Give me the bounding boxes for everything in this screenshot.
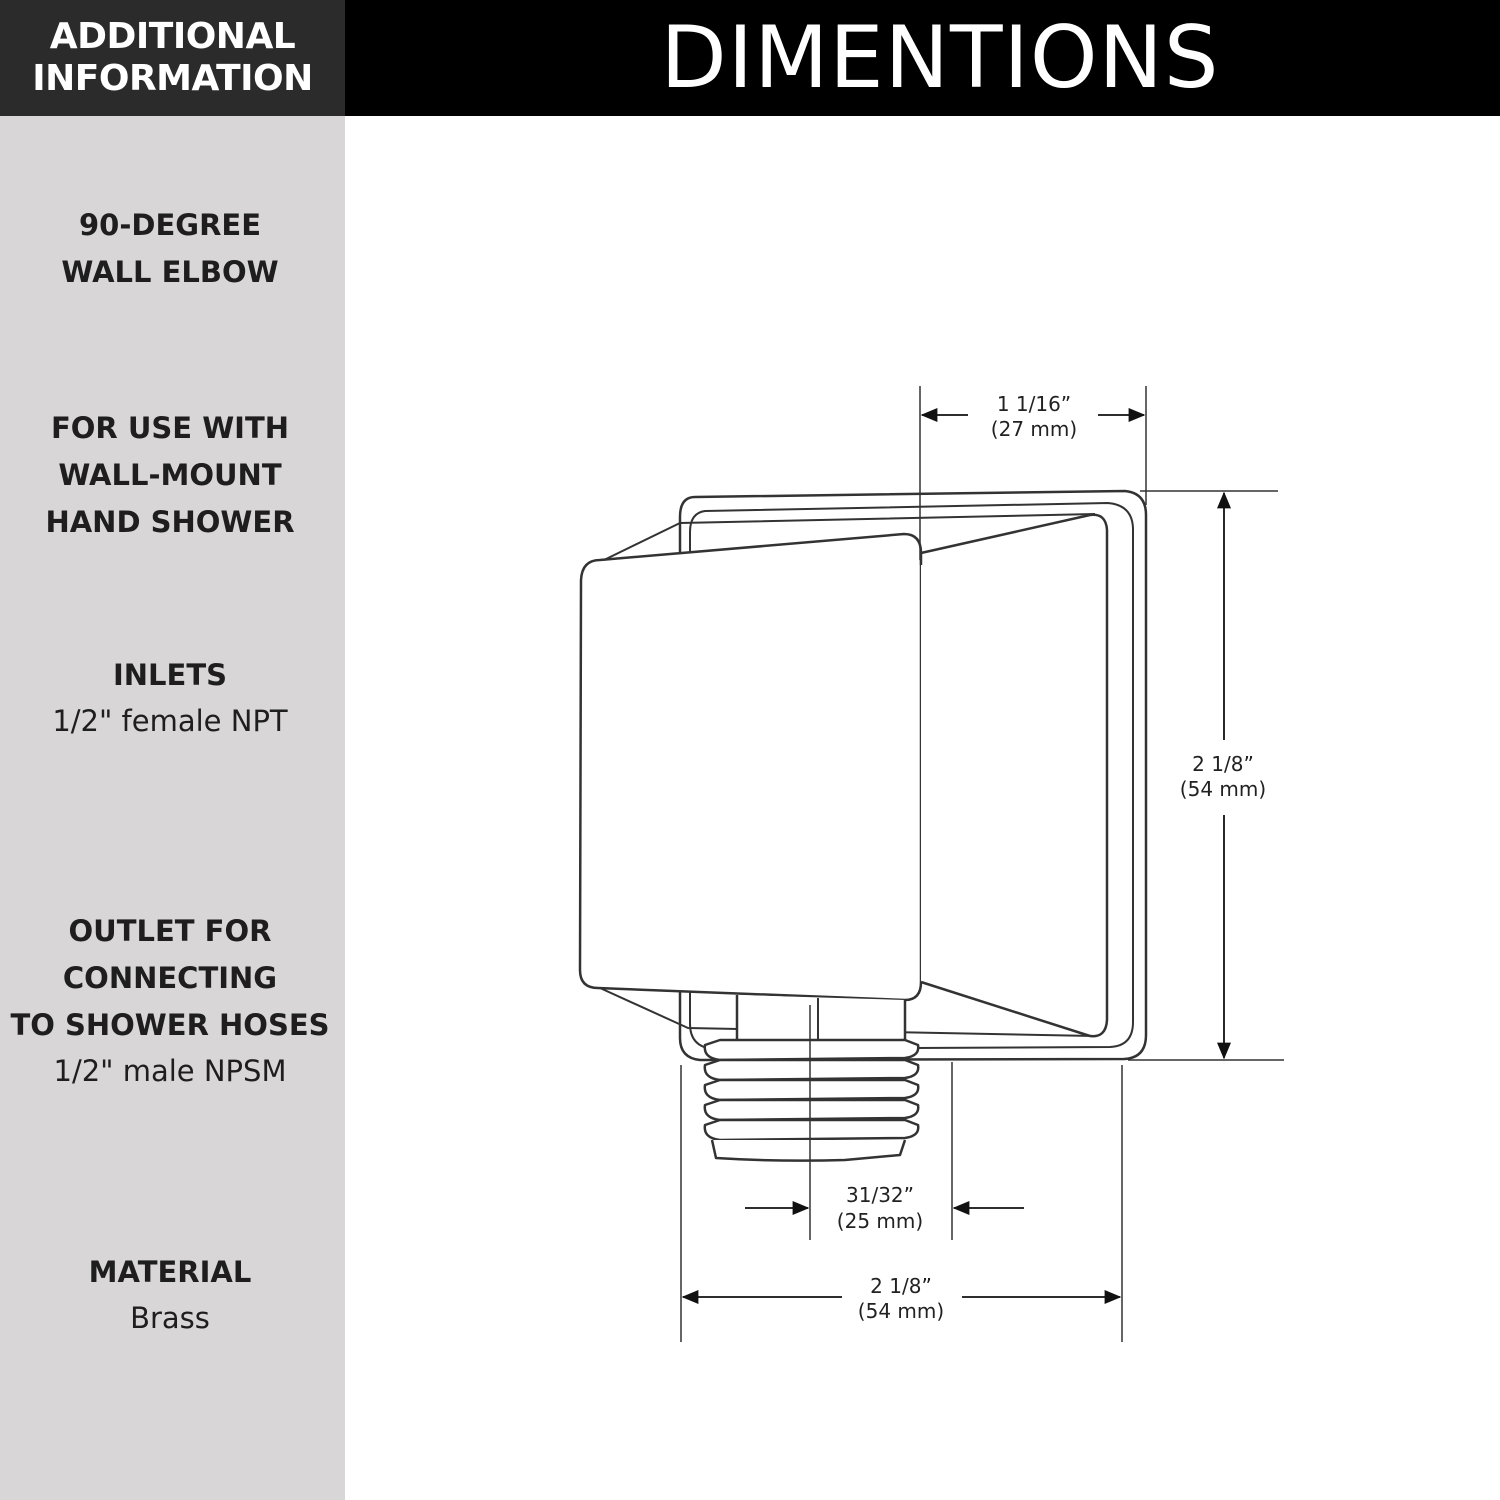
spec-heading-line: 90-DEGREE xyxy=(78,208,262,242)
outlet-thread-3 xyxy=(705,1080,918,1100)
spec-heading-line: WALL ELBOW xyxy=(61,255,279,289)
outlet-thread-base xyxy=(712,1140,905,1161)
spec-value: Brass xyxy=(130,1301,210,1335)
height-metric: (54 mm) xyxy=(1179,777,1267,801)
top-width-imperial: 1 1/16” xyxy=(996,392,1072,416)
page-title: DIMENTIONS xyxy=(660,8,1220,108)
outlet-thread-5 xyxy=(705,1120,918,1140)
sidebar-title-line: INFORMATION xyxy=(32,58,313,99)
spec-heading-line: MATERIAL xyxy=(88,1255,252,1289)
outlet-thread-2 xyxy=(705,1060,918,1080)
spec-heading-line: TO SHOWER HOSES xyxy=(10,1008,330,1042)
spec-value: 1/2" male NPSM xyxy=(53,1054,287,1088)
spec-heading-line: WALL-MOUNT xyxy=(58,458,282,492)
outlet-thread-1 xyxy=(705,1040,918,1060)
height-imperial: 2 1/8” xyxy=(1192,752,1254,776)
wall-elbow-outline xyxy=(580,491,1146,1161)
bottom-width-metric: (54 mm) xyxy=(857,1299,945,1323)
spec-heading-line: INLETS xyxy=(112,658,228,692)
spec-heading-line: FOR USE WITH xyxy=(50,411,290,445)
side-taper xyxy=(921,515,1107,1036)
outlet-thread-4 xyxy=(705,1100,918,1120)
face-block xyxy=(580,534,921,1000)
bottom-width-imperial: 2 1/8” xyxy=(870,1274,932,1298)
spec-heading-line: HAND SHOWER xyxy=(45,505,295,539)
spec-value: 1/2" female NPT xyxy=(52,704,288,738)
outlet-width-metric: (25 mm) xyxy=(836,1209,924,1233)
spec-heading-line: OUTLET FOR xyxy=(68,914,272,948)
spec-heading-line: CONNECTING xyxy=(62,961,278,995)
top-width-metric: (27 mm) xyxy=(990,417,1078,441)
outlet-width-imperial: 31/32” xyxy=(846,1183,914,1207)
outlet-neck xyxy=(737,995,905,1046)
sidebar-title-line: ADDITIONAL xyxy=(49,16,296,57)
